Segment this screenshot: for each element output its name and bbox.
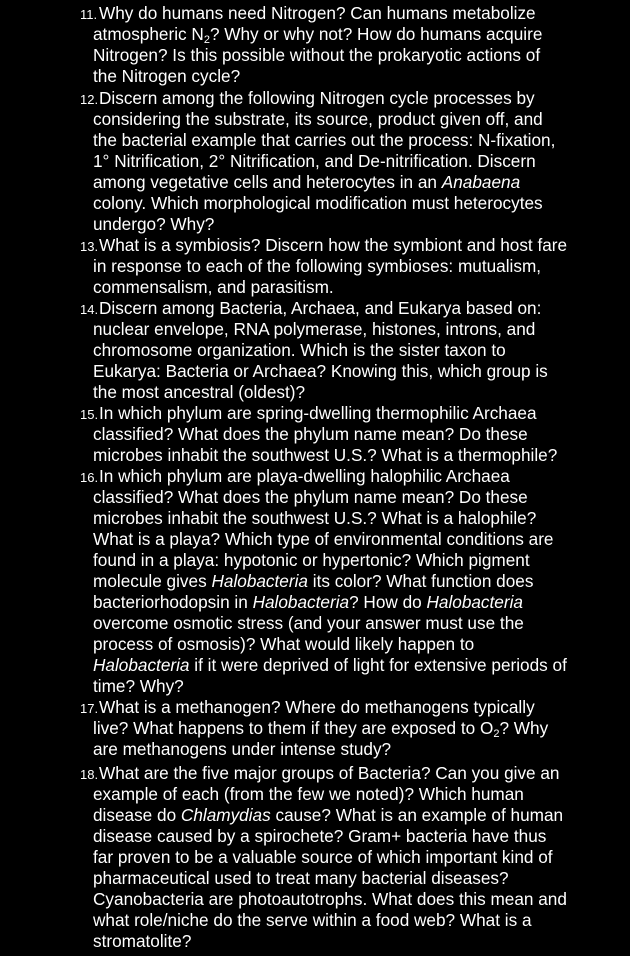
question-line: microbes inhabit the southwest U.S.? What is a halophile?: [93, 508, 537, 528]
question-line: considering the substrate, its source, product given off, and: [93, 109, 543, 129]
question-line: Why do humans need Nitrogen? Can humans metabolize: [99, 3, 536, 23]
question-line: colony. Which morphological modification must heterocytes: [93, 193, 543, 213]
question-line: Nitrogen? Is this possible without the prokaryotic actions of: [93, 45, 541, 65]
question-line: What is a methanogen? Where do methanogens typically: [99, 697, 535, 717]
question-line: In which phylum are spring-dwelling thermophilic Archaea: [99, 403, 537, 423]
question-line: are methanogens under intense study?: [93, 739, 392, 759]
question-line: disease do Chlamydias cause? What is an example of human: [93, 805, 564, 825]
question-line: far proven to be a valuable source of which important kind of: [93, 847, 553, 867]
question-number: 16.: [80, 470, 99, 485]
question-line: live? What happens to them if they are exposed to $O_2$? Why: [93, 718, 549, 740]
question-line: disease caused by a spirochete? Gram+ bacteria have thus: [93, 826, 547, 846]
question-number: 12.: [80, 92, 99, 107]
question-number: 13.: [80, 239, 99, 254]
question-number: 18.: [80, 767, 99, 782]
question-line: Discern among Bacteria, Archaea, and Eukarya based on:: [99, 298, 542, 318]
question-line: What are the five major groups of Bacteria? Can you give an: [99, 763, 560, 783]
question-number: 15.: [80, 407, 99, 422]
question-line: What is a playa? Which type of environmental conditions are: [93, 529, 554, 549]
question-line: What is a symbiosis? Discern how the symbiont and host fare: [99, 235, 568, 255]
question-line: undergo? Why?: [93, 214, 215, 234]
question-line: process of osmosis)? What would likely happen to: [93, 634, 475, 654]
question-line: the bacterial example that carries out the process: N-fixation,: [93, 130, 556, 150]
question-line: Discern among the following Nitrogen cycle processes by: [99, 88, 535, 108]
question-line: atmospheric $N_2$? Why or why not? How do humans acquire: [93, 24, 543, 46]
question-line: found in a playa: hypotonic or hypertonic? Which pigment: [93, 550, 530, 570]
question-line: stromatolite?: [93, 931, 192, 951]
question-line: bacteriorhodopsin in Halobacteria? How do Halobacteria: [93, 592, 523, 612]
question-line: classified? What does the phylum name mean? Do these: [93, 487, 528, 507]
question-line: Eukarya: Bacteria or Archaea? Knowing this, which group is: [93, 361, 548, 381]
question-line: In which phylum are playa-dwelling halophilic Archaea: [99, 466, 510, 486]
question-number: 11.: [80, 7, 98, 22]
question-line: overcome osmotic stress (and your answer must use the: [93, 613, 524, 633]
question-number: 17.: [80, 701, 99, 716]
question-line: pharmaceutical used to treat many bacterial diseases?: [93, 868, 509, 888]
question-line: Halobacteria if it were deprived of light for extensive periods of: [93, 655, 567, 675]
question-line: molecule gives Halobacteria its color? What function does: [93, 571, 534, 591]
question-line: example of each (from the few we noted)? Which human: [93, 784, 524, 804]
question-line: chromosome organization. Which is the sister taxon to: [93, 340, 506, 360]
question-line: time? Why?: [93, 676, 184, 696]
question-number: 14.: [80, 302, 99, 317]
question-line: classified? What does the phylum name mean? Do these: [93, 424, 528, 444]
question-line: the Nitrogen cycle?: [93, 66, 241, 86]
question-line: 1° Nitrification, 2° Nitrification, and De-nitrification. Discern: [93, 151, 536, 171]
question-line: what role/niche do the serve within a food web? What is a: [93, 910, 532, 930]
question-line: commensalism, and parasitism.: [93, 277, 334, 297]
question-line: nuclear envelope, RNA polymerase, histones, introns, and: [93, 319, 536, 339]
question-line: among vegetative cells and heterocytes in an Anabaena: [93, 172, 521, 192]
question-line: microbes inhabit the southwest U.S.? What is a thermophile?: [93, 445, 558, 465]
question-line: Cyanobacteria are photoautotrophs. What does this mean and: [93, 889, 567, 909]
question-line: in response to each of the following symbioses: mutualism,: [93, 256, 542, 276]
question-line: the most ancestral (oldest)?: [93, 382, 306, 402]
